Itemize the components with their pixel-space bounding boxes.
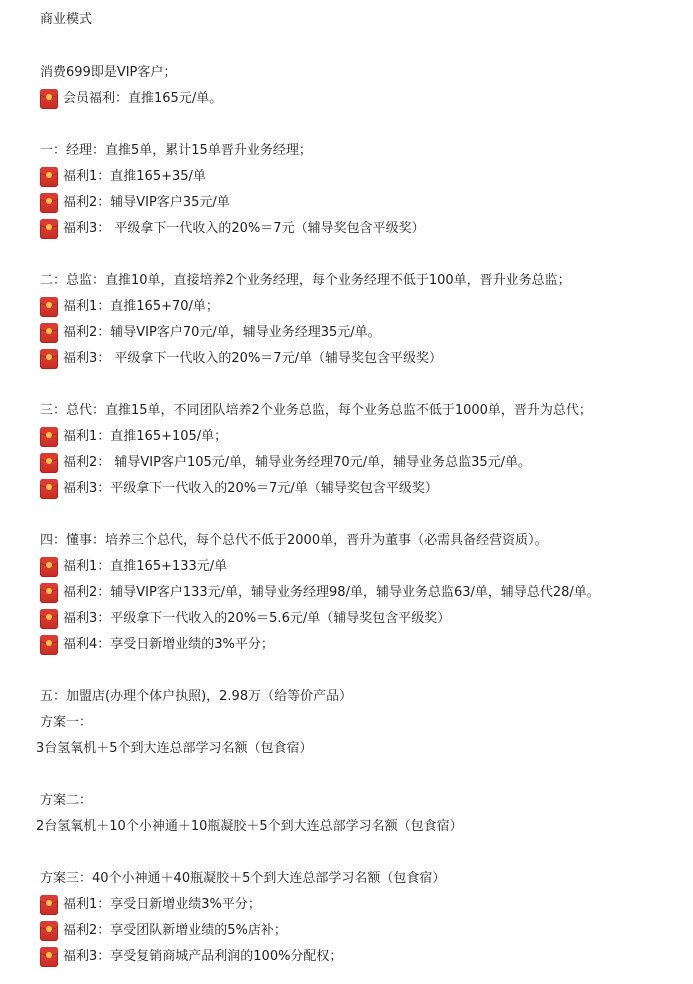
red-packet-icon: [40, 609, 58, 629]
level2-benefit-row: [40, 320, 381, 346]
level4-benefit-row: [40, 554, 227, 580]
plan1-text: 3台氢氧机＋5个到大连总部学习名额（包食宿）: [36, 741, 313, 756]
red-packet-icon: [40, 323, 58, 343]
level2-heading: 二：总监：直推10单，直接培养2个业务经理，每个业务经理不低于100单，晋升业务总监；: [40, 273, 571, 288]
plan2-text: 2台氢氧机＋10个小神通＋10瓶凝胶＋5个到大连总部学习名额（包食宿）: [36, 819, 463, 834]
level3-heading: 三：总代：直推15单，不同团队培养2个业务总监，每个业务总监不低于1000单，晋升为总代；: [40, 403, 592, 418]
benefit-text: 福利3： 平级拿下一代收入的20%＝7元（辅导奖包含平级奖）: [63, 221, 425, 236]
benefit-text: 福利3：享受复销商城产品利润的100%分配权；: [63, 949, 343, 964]
benefit-text: 福利4：享受日新增业绩的3%平分；: [63, 637, 274, 652]
red-packet-icon: [40, 557, 58, 577]
red-packet-icon: [40, 427, 58, 447]
level5-benefit-row: [40, 944, 342, 970]
benefit-text: 福利2：辅导VIP客户35元/单: [63, 195, 230, 210]
benefit-text: 福利1：直推165+35/单: [63, 169, 206, 184]
red-packet-icon: [40, 635, 58, 655]
plan2-label: 方案二：: [40, 793, 93, 808]
vip-benefit-text: 会员福利：直推165元/单。: [63, 91, 223, 106]
level5-benefit-row: [40, 892, 261, 918]
plan1-label: 方案一：: [40, 715, 93, 730]
red-packet-icon: [40, 583, 58, 603]
level4-heading: 四：懂事：培养三个总代，每个总代不低于2000单，晋升为董事（必需具备经营资质）。: [40, 533, 548, 548]
benefit-text: 福利2： 辅导VIP客户105元/单，辅导业务经理70元/单，辅导业务总监35元/单。: [63, 455, 532, 470]
benefit-text: 福利3：平级拿下一代收入的20%＝5.6元/单（辅导奖包含平级奖）: [63, 611, 451, 626]
level2-benefit-row: [40, 346, 442, 372]
benefit-text: 福利3：平级拿下一代收入的20%＝7元/单（辅导奖包含平级奖）: [63, 481, 438, 496]
level4-benefit-row: [40, 606, 450, 632]
level3-benefit-row: [40, 450, 531, 476]
level5-heading: 五：加盟店(办理个体户执照)，2.98万（给等价产品）: [40, 689, 353, 704]
red-packet-icon: [40, 453, 58, 473]
level2-benefit-row: [40, 294, 219, 320]
level1-heading: 一：经理：直推5单，累计15单晋升业务经理；: [40, 143, 312, 158]
red-packet-icon: [40, 479, 58, 499]
vip-benefit-row: [40, 86, 222, 112]
level4-benefit-row: [40, 632, 274, 658]
red-packet-icon: [40, 947, 58, 967]
benefit-text: 福利3： 平级拿下一代收入的20%＝7元/单（辅导奖包含平级奖）: [63, 351, 442, 366]
level1-benefit-row: [40, 164, 206, 190]
benefit-text: 福利2：享受团队新增业绩的5%店补；: [63, 923, 287, 938]
red-packet-icon: [40, 89, 58, 109]
level5-benefit-row: [40, 918, 287, 944]
benefit-text: 福利2：辅导VIP客户70元/单，辅导业务经理35元/单。: [63, 325, 381, 340]
vip-line: 消费699即是VIP客户；: [40, 65, 177, 80]
red-packet-icon: [40, 193, 58, 213]
benefit-text: 福利2：辅导VIP客户133元/单，辅导业务经理98/单，辅导业务总监63/单，辅导总代28/单。: [63, 585, 600, 600]
red-packet-icon: [40, 297, 58, 317]
level3-benefit-row: [40, 424, 227, 450]
doc-title: 商业模式: [40, 12, 93, 27]
benefit-text: 福利1：直推165+70/单；: [63, 299, 219, 314]
red-packet-icon: [40, 167, 58, 187]
red-packet-icon: [40, 349, 58, 369]
red-packet-icon: [40, 921, 58, 941]
level1-benefit-row: [40, 216, 425, 242]
level4-benefit-row: [40, 580, 600, 606]
benefit-text: 福利1：直推165+105/单；: [63, 429, 228, 444]
plan3-text: 方案三：40个小神通＋40瓶凝胶＋5个到大连总部学习名额（包食宿）: [40, 871, 446, 886]
benefit-text: 福利1：直推165+133元/单: [63, 559, 228, 574]
red-packet-icon: [40, 895, 58, 915]
level3-benefit-row: [40, 476, 438, 502]
red-packet-icon: [40, 219, 58, 239]
level1-benefit-row: [40, 190, 230, 216]
benefit-text: 福利1：享受日新增业绩3%平分；: [63, 897, 261, 912]
